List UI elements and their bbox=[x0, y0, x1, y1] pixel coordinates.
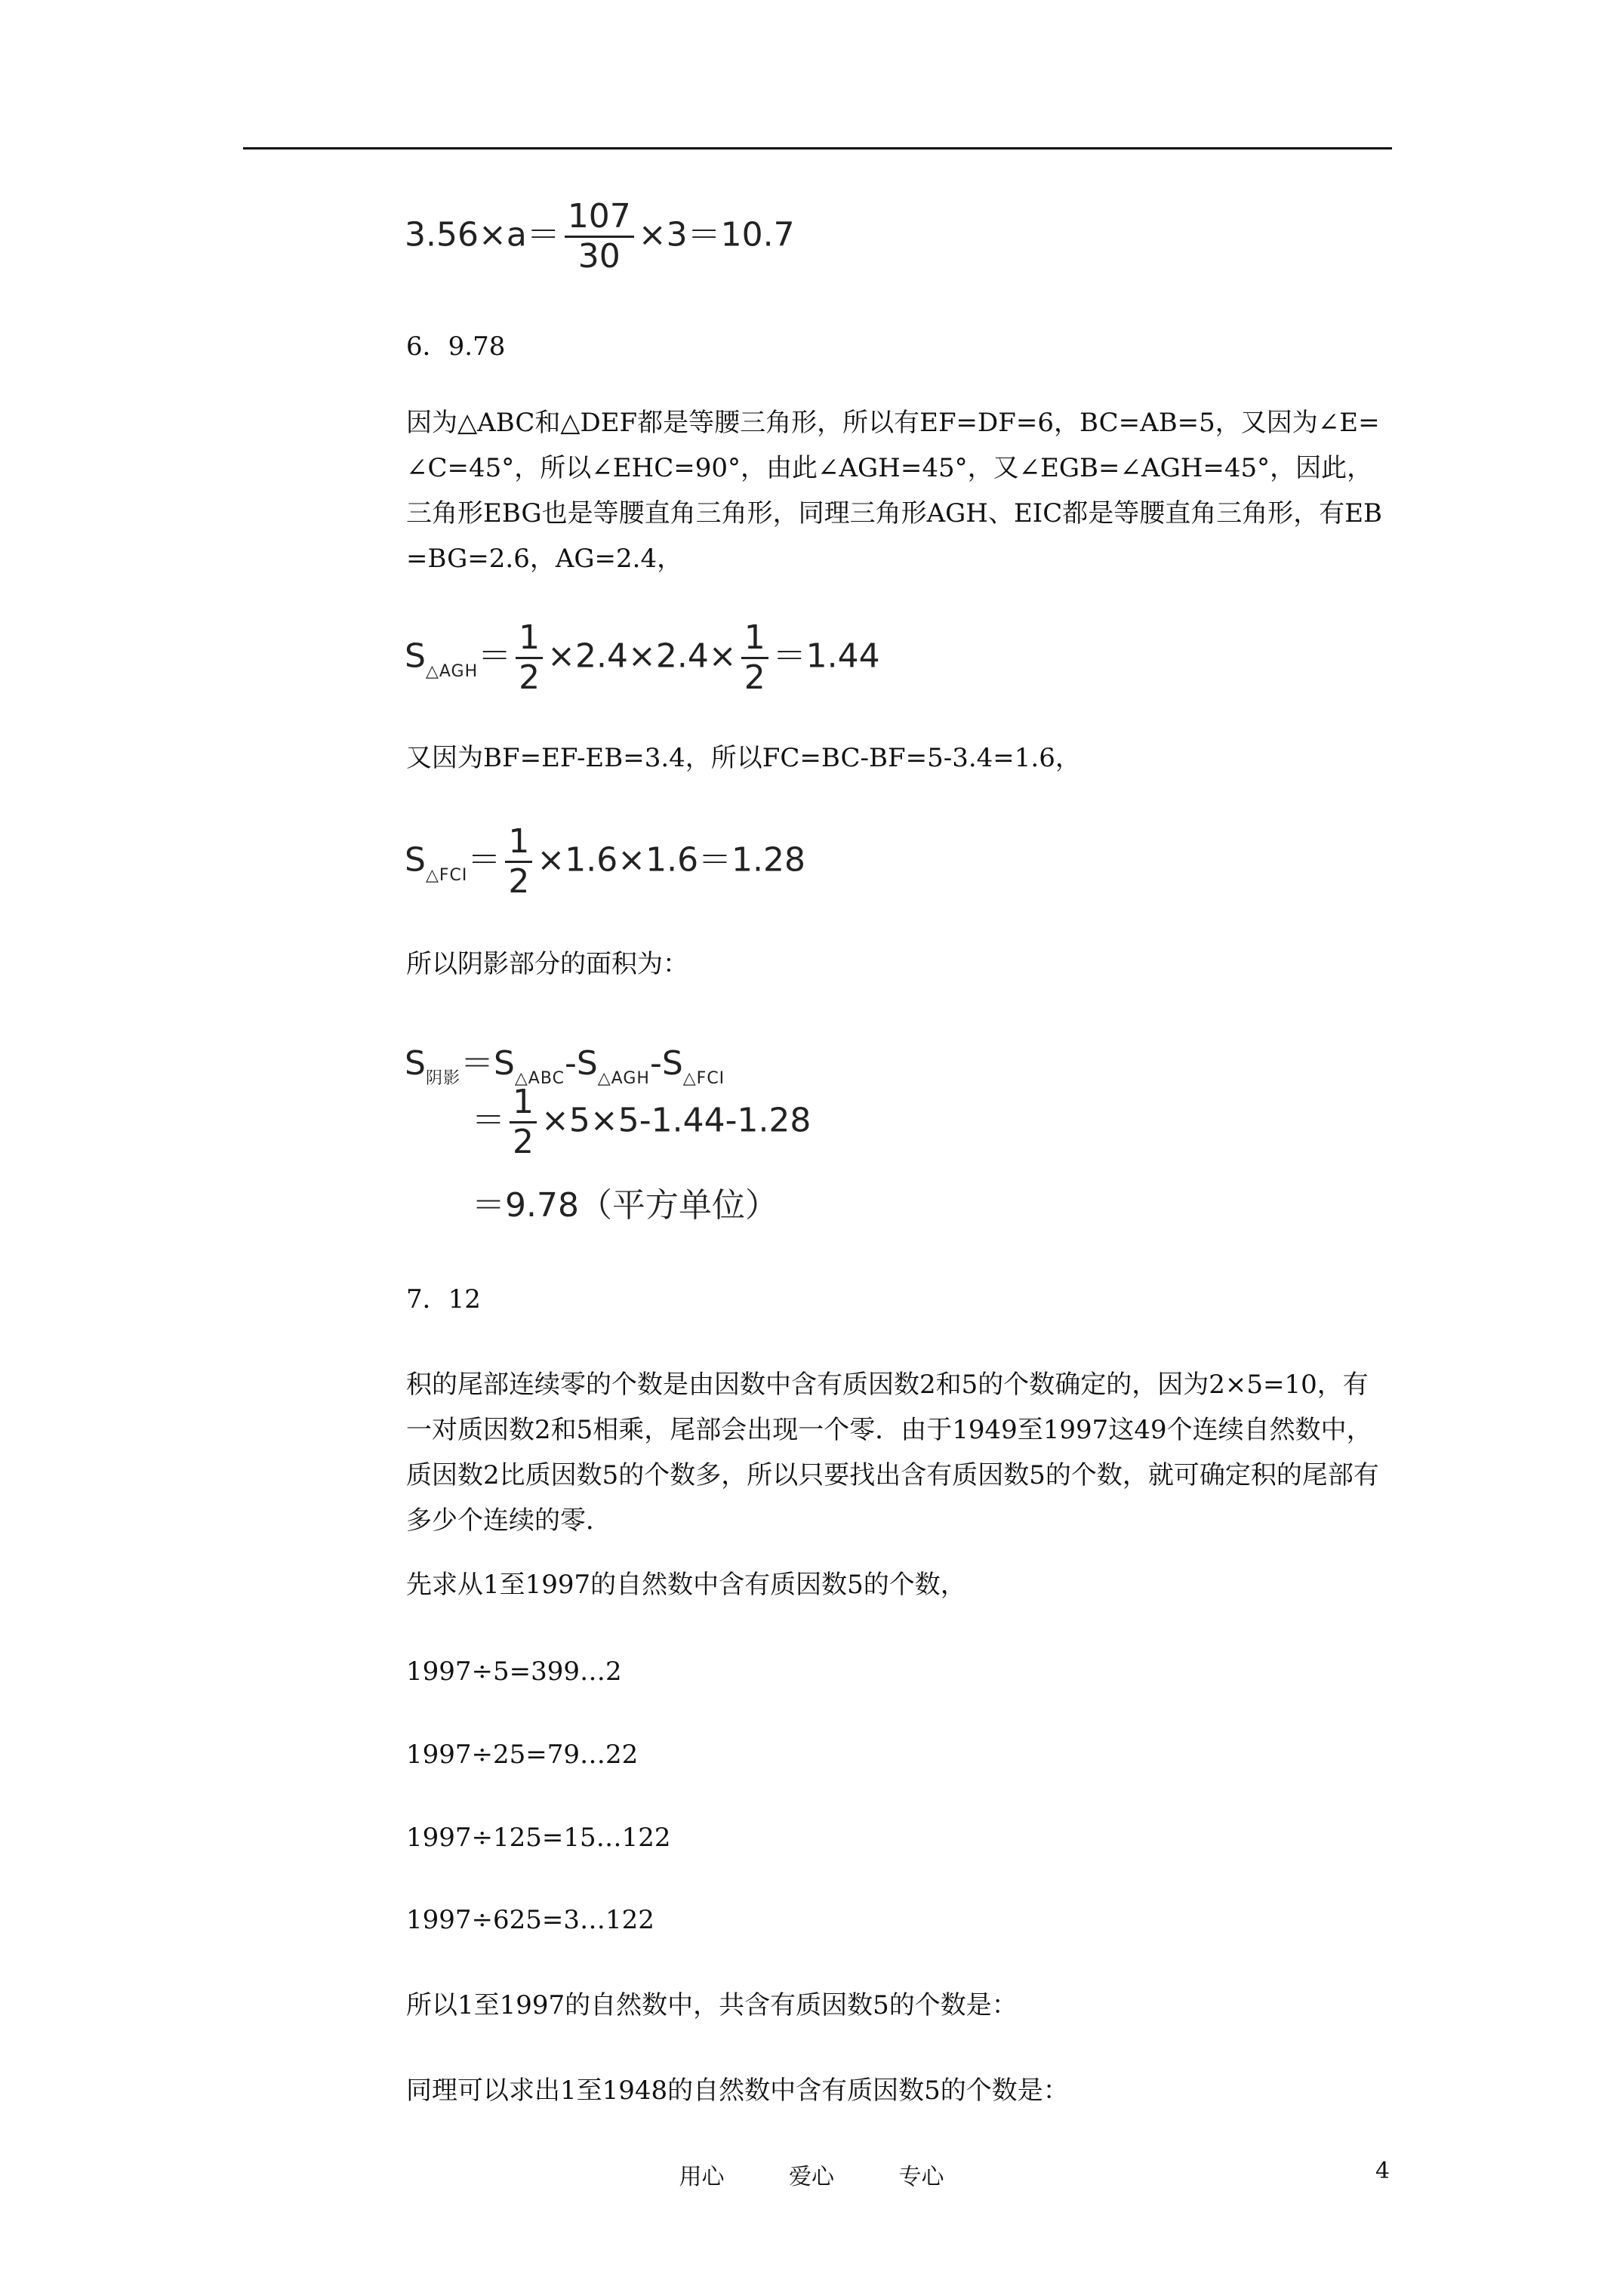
fraction-denominator: 2 bbox=[513, 1123, 534, 1161]
fraction bbox=[505, 823, 532, 901]
fraction-numerator: 1 bbox=[505, 823, 532, 863]
formula-area-fci bbox=[405, 823, 805, 901]
formula-text: S bbox=[405, 1044, 426, 1083]
formula-text: ＝1.44 bbox=[772, 636, 880, 676]
footer-item: 用心 bbox=[679, 2164, 725, 2190]
fraction-numerator: 107 bbox=[565, 198, 634, 238]
paragraph-total-5s: 所以1至1997的自然数中，共含有质因数5的个数是： bbox=[406, 1990, 1018, 2020]
formula-text: ＝ bbox=[472, 1101, 505, 1140]
fraction-denominator: 2 bbox=[519, 658, 540, 697]
formula-text: -S bbox=[564, 1044, 598, 1083]
item-7-paragraph: 积的尾部连续零的个数是由因数中含有质因数2和5的个数确定的，因为2×5=10，有一对质因数2和5相乘，尾部会出现一个零．由于1949至1997这49个连续自然数中，质因数2比质因数5的个数多，所以只要找出含有质因数5的个数，就可确定积的尾部有多少个连续的零． bbox=[406, 1370, 1379, 1536]
formula-text: ×3＝10.7 bbox=[638, 215, 795, 254]
formula-text: -S bbox=[649, 1044, 683, 1083]
formula-text: ＝9.78（平方单位） bbox=[472, 1186, 778, 1225]
fraction bbox=[565, 198, 634, 276]
formula-text: ×1.6×1.6＝1.28 bbox=[537, 840, 806, 880]
formula-text: S bbox=[405, 840, 426, 880]
calc-line-1: 1997÷5=399…2 bbox=[406, 1657, 622, 1687]
paragraph-1948: 同理可以求出1至1948的自然数中含有质因数5的个数是： bbox=[406, 2076, 1069, 2106]
formula-text: ＝S bbox=[460, 1044, 515, 1083]
header-rule bbox=[243, 147, 1392, 149]
item-6-heading: 6．9.78 bbox=[406, 331, 506, 362]
item-6-paragraph: 因为△ABC和△DEF都是等腰三角形，所以有EF=DF=6，BC=AB=5，又因为∠E=∠C=45°，所以∠EHC=90°，由此∠AGH=45°，又∠EGB=∠AGH=45°，因此，三角形EBG也是等腰直角三角形，同理三角形AGH、EIC都是等腰直角三角形，有EB=BG=2.6，AG=2.4， bbox=[406, 408, 1383, 574]
formula-text: ＝ bbox=[467, 840, 501, 880]
formula-subscript: △FCI bbox=[682, 1069, 725, 1088]
formula-subscript: △FCI bbox=[425, 865, 468, 885]
formula-text: ×5×5-1.44-1.28 bbox=[541, 1101, 812, 1140]
formula-subscript: △AGH bbox=[597, 1069, 650, 1088]
formula-3-56a bbox=[405, 198, 795, 276]
calc-line-2: 1997÷25=79…22 bbox=[406, 1740, 639, 1770]
formula-text: S bbox=[405, 636, 426, 676]
footer-item: 专心 bbox=[898, 2164, 944, 2190]
fraction-numerator: 1 bbox=[510, 1083, 537, 1123]
formula-text: ＝ bbox=[478, 636, 512, 676]
formula-subscript: △AGH bbox=[425, 661, 479, 681]
paragraph-shaded-area: 所以阴影部分的面积为： bbox=[406, 949, 688, 979]
formula-text: 3.56×a＝ bbox=[405, 215, 560, 254]
paragraph-count-5s: 先求从1至1997的自然数中含有质因数5的个数， bbox=[406, 1570, 966, 1600]
fraction-denominator: 30 bbox=[577, 237, 621, 276]
fraction-denominator: 2 bbox=[744, 658, 765, 697]
fraction bbox=[510, 1083, 537, 1161]
paragraph-bf-fc: 又因为BF=EF-EB=3.4，所以FC=BC-BF=5-3.4=1.6， bbox=[406, 743, 1081, 773]
formula-shaded-line3 bbox=[472, 1178, 778, 1226]
calc-line-3: 1997÷125=15…122 bbox=[406, 1823, 671, 1853]
fraction-denominator: 2 bbox=[508, 862, 530, 901]
formula-text: ×2.4×2.4× bbox=[547, 636, 737, 676]
formula-shaded-line2 bbox=[472, 1083, 811, 1161]
fraction-numerator: 1 bbox=[516, 619, 543, 659]
formula-subscript: 阴影 bbox=[425, 1069, 460, 1088]
fraction bbox=[741, 619, 768, 697]
calc-line-4: 1997÷625=3…122 bbox=[406, 1905, 654, 1935]
fraction-numerator: 1 bbox=[741, 619, 768, 659]
page-number: 4 bbox=[1375, 2158, 1390, 2184]
formula-subscript: △ABC bbox=[514, 1069, 565, 1088]
fraction bbox=[516, 619, 543, 697]
footer-item: 爱心 bbox=[789, 2164, 834, 2190]
formula-area-agh bbox=[405, 619, 880, 697]
item-7-heading: 7．12 bbox=[406, 1284, 481, 1314]
formula-shaded-line1 bbox=[405, 1036, 725, 1088]
